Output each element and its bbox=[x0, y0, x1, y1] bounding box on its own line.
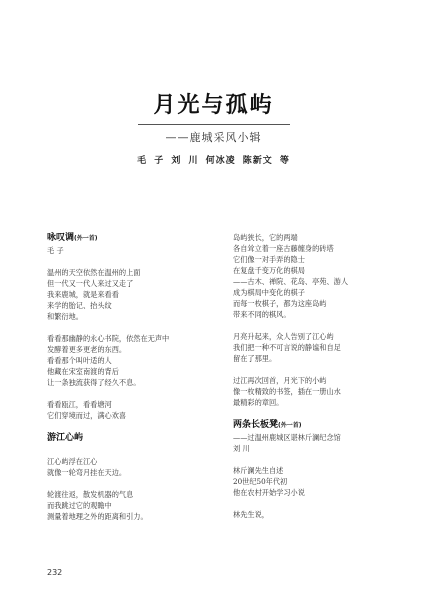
poem-line: 林斤澜先生自述 bbox=[233, 466, 284, 475]
poem-line: 但一代又一代人来过又走了 bbox=[47, 279, 134, 288]
poem-line: 他藏在宋室南渡的背后 bbox=[47, 367, 119, 376]
poem-title bbox=[233, 419, 403, 432]
right-column bbox=[233, 232, 403, 520]
poem-line: 在复盘千变万化的棋局 bbox=[233, 266, 305, 275]
poem-line: 让一条独流获得了经久不息。 bbox=[47, 378, 141, 387]
title-rule bbox=[138, 124, 290, 125]
poem-line: 而每一枚棋子，都为这座岛屿 bbox=[233, 299, 327, 308]
poem-line: 我们把一种不可言说的静谧和自足 bbox=[233, 343, 341, 352]
poem-title bbox=[47, 232, 217, 245]
poem-line: 看看瓯江，看看塘河 bbox=[47, 400, 112, 409]
poem-line: 它们穿境而过，满心欢喜 bbox=[47, 411, 127, 420]
poem-dedication: ——过温州鹿城区谌林斤澜纪念馆 bbox=[233, 433, 341, 442]
poem-title-text: 两条长板凳 bbox=[233, 420, 279, 430]
article-title: 月光与孤屿 bbox=[153, 93, 274, 118]
poem-line: 来学的胎记、抬头纹 bbox=[47, 301, 112, 310]
poem-line: 各自耸立着一座古藤缠身的砖塔 bbox=[233, 244, 334, 253]
poem-line: ——古木、禅院、花岛、亭苑、游人 bbox=[233, 277, 349, 286]
poem-line: 留在了那里。 bbox=[233, 354, 277, 363]
poem-line: 和繁衍地。 bbox=[47, 312, 83, 321]
article-authors: 毛 子 刘 川 何冰凌 陈新文 等 bbox=[137, 156, 290, 166]
poem-line: 轮渡往返，散发机器的气息 bbox=[47, 490, 134, 499]
poem-line: 测量着地理之外的距离和引力。 bbox=[47, 512, 148, 521]
poem-line: 成为棋局中变化的棋子 bbox=[233, 288, 305, 297]
poem-line: 最精彩的章回。 bbox=[233, 398, 284, 407]
poem-line: 带来不同的棋风。 bbox=[233, 310, 291, 319]
poem-line: 月亮升起来，众人告别了江心屿 bbox=[233, 332, 334, 341]
poem-author: 毛 子 bbox=[47, 246, 64, 255]
poem-line: 林先生说， bbox=[233, 510, 269, 519]
poem-title-note: (外一首) bbox=[278, 422, 302, 429]
poem-title-note: (外一首) bbox=[74, 235, 98, 242]
poem-line: 看看那幽静的永心书院，依然在无声中 bbox=[47, 334, 170, 343]
poem-line: 温州的天空依然在温州的上面 bbox=[47, 268, 141, 277]
left-column bbox=[47, 232, 217, 522]
poem-line: 发酵着更多更老的东西。 bbox=[47, 345, 127, 354]
poem-line: 江心屿浮在江心 bbox=[47, 457, 98, 466]
poem-line: 20世纪50年代初 bbox=[233, 477, 288, 486]
poem-line: 他在农村开始学习小说 bbox=[233, 488, 305, 497]
poem-line: 看看那个叫叶适的人 bbox=[47, 356, 112, 365]
article-header bbox=[0, 88, 427, 119]
poem-line: 岛屿狭长，它的两端 bbox=[233, 233, 298, 242]
poem-line: 像一枚精致的书签，插在一册山水 bbox=[233, 387, 341, 396]
poem-title: 游江心屿 bbox=[47, 433, 84, 443]
poem-line: 过江再次回首，月光下的小屿 bbox=[233, 376, 327, 385]
poem-line: 而我跳过它的观瞻中 bbox=[47, 501, 112, 510]
page-number: 232 bbox=[47, 568, 63, 577]
poem-author: 刘 川 bbox=[233, 444, 250, 453]
article-subtitle: ——鹿城采风小辑 bbox=[165, 131, 262, 144]
poem-line: 我来鹿城，就是来看看 bbox=[47, 290, 119, 299]
poem-line: 就像一轮弯月挂在天边。 bbox=[47, 468, 127, 477]
poem-line: 它们像一对手弄的隐士 bbox=[233, 255, 305, 264]
poem-title-text: 咏叹调 bbox=[47, 233, 75, 243]
